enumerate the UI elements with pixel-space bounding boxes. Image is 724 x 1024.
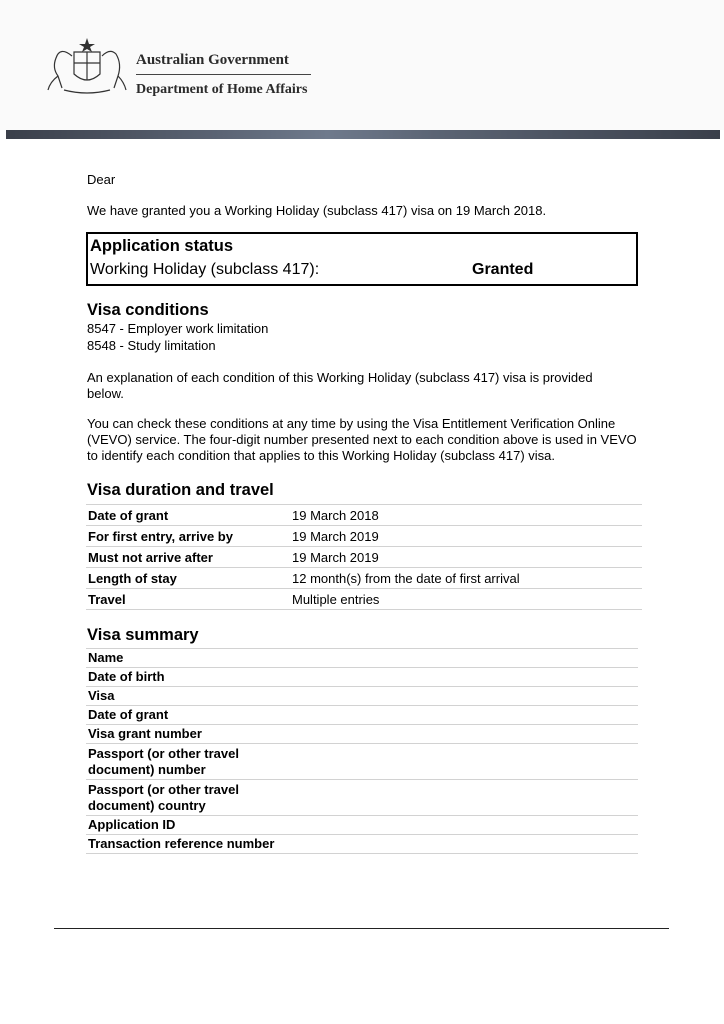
row-label: Must not arrive after (86, 547, 290, 568)
table-row (86, 725, 638, 744)
status-title: Application status (90, 237, 234, 255)
table-row (86, 668, 638, 687)
row-label: Transaction reference number (88, 836, 275, 851)
table-row (86, 568, 642, 589)
summary-table (86, 648, 638, 854)
row-label: Name (88, 650, 124, 665)
table-row (86, 744, 638, 780)
intro-text: We have granted you a Working Holiday (subclass 417) visa on 19 March 2018. (87, 203, 547, 218)
table-row (86, 589, 642, 610)
vevo-paragraph: You can check these conditions at any time by using the Visa Entitlement Verification Online (VEVO) service. The four-digit number presented next to each condition above is used in VEVO to identify each condition that applies to this Working Holiday (subclass 417) visa. (87, 416, 637, 463)
row-label: Travel (86, 589, 290, 610)
row-label: Passport (or other travel document) country (88, 782, 239, 813)
table-row (86, 706, 638, 725)
table-row (86, 687, 638, 706)
header-bar (6, 130, 720, 139)
condition-item: 8547 - Employer work limitation (87, 321, 269, 336)
conditions-paragraph: An explanation of each condition of this Working Holiday (subclass 417) visa is provided below. (87, 370, 593, 401)
org-divider (136, 74, 311, 75)
table-row (86, 780, 638, 816)
org-name: Australian Government (136, 52, 289, 68)
row-label: Length of stay (86, 568, 290, 589)
footer-divider (54, 928, 669, 929)
row-label: Date of grant (88, 707, 169, 722)
summary-heading: Visa summary (87, 626, 199, 644)
table-row (86, 547, 642, 568)
table-row (86, 835, 638, 854)
table-row (86, 505, 642, 526)
row-value: 19 March 2018 (290, 505, 642, 526)
row-value: 19 March 2019 (290, 547, 642, 568)
department-name: Department of Home Affairs (136, 82, 308, 97)
letterhead (0, 0, 724, 130)
row-label: Visa grant number (88, 726, 202, 741)
table-row (86, 816, 638, 835)
row-value: 19 March 2019 (290, 526, 642, 547)
status-visa: Working Holiday (subclass 417): (90, 261, 320, 278)
condition-item: 8548 - Study limitation (87, 338, 216, 353)
conditions-heading: Visa conditions (87, 301, 209, 319)
table-row (86, 649, 638, 668)
row-label: Date of grant (86, 505, 290, 526)
salutation: Dear (87, 172, 116, 187)
row-label: Application ID (88, 817, 176, 832)
row-label: Visa (88, 688, 115, 703)
row-label: For first entry, arrive by (86, 526, 290, 547)
table-row (86, 526, 642, 547)
row-label: Date of birth (88, 669, 165, 684)
row-value: Multiple entries (290, 589, 642, 610)
row-value: 12 month(s) from the date of first arrival (290, 568, 642, 589)
application-status-box (86, 232, 638, 286)
coat-of-arms-icon (44, 36, 130, 98)
row-label: Passport (or other travel document) number (88, 746, 239, 777)
status-value: Granted (472, 261, 534, 278)
duration-heading: Visa duration and travel (87, 481, 274, 499)
duration-table (86, 504, 642, 610)
